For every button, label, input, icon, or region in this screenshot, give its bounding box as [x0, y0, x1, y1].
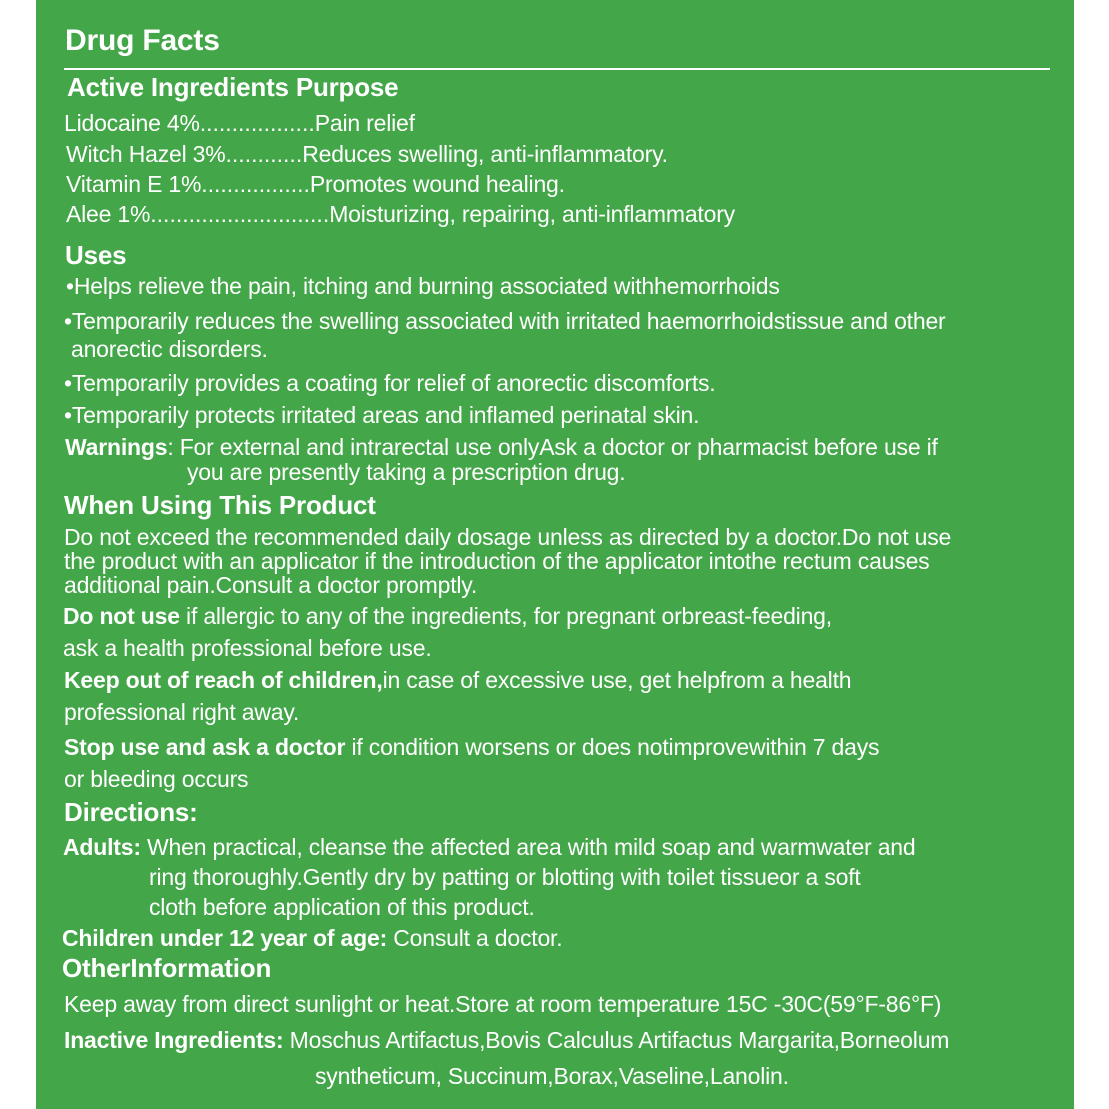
- ingredient-name: Alee 1%: [66, 201, 151, 227]
- do-not-use-line: [63, 603, 832, 630]
- ingredient-purpose: Promotes wound healing.: [309, 171, 565, 197]
- inactive-ingredients-label: Inactive Ingredients:: [64, 1027, 284, 1053]
- ingredient-purpose: Reduces swelling, anti-inflammatory.: [302, 141, 668, 167]
- do-not-use-text: if allergic to any of the ingredients, for pregnant orbreast-feeding,: [179, 603, 832, 629]
- warnings-text: : For external and intrarectal use onlyAsk a doctor or pharmacist before use if: [167, 434, 938, 460]
- title-divider: [64, 68, 1050, 70]
- other-information-text: Keep away from direct sunlight or heat.Store at room temperature 15C -30C(59°F-86°F): [64, 991, 942, 1017]
- leader-dots: ............................: [150, 201, 330, 227]
- ingredient-name: Witch Hazel 3%: [66, 141, 226, 167]
- adults-text: When practical, cleanse the affected area with mild soap and warmwater and: [140, 834, 916, 860]
- children-text: Consult a doctor.: [387, 925, 563, 951]
- stop-use-text: or bleeding occurs: [64, 766, 249, 792]
- drug-facts-panel: [36, 0, 1074, 1109]
- stop-use-text: if condition worsens or does notimprovewithin 7 days: [345, 734, 880, 760]
- adults-line: [63, 834, 915, 861]
- active-ingredients-header: Active Ingredients Purpose: [67, 72, 399, 102]
- ingredient-purpose: Moisturizing, repairing, anti-inflammatory: [329, 201, 735, 227]
- stop-use-line: [64, 734, 879, 761]
- keep-out-text: in case of excessive use, get helpfrom a health: [382, 667, 852, 693]
- uses-header: Uses: [65, 240, 127, 270]
- stop-use-label: Stop use and ask a doctor: [64, 734, 346, 760]
- warnings-line: [65, 434, 938, 461]
- inactive-ingredients-line: [64, 1027, 949, 1054]
- when-using-header: When Using This Product: [64, 490, 376, 520]
- children-label: Children under 12 year of age:: [62, 925, 388, 951]
- uses-item: •Temporarily provides a coating for relief of anorectic discomforts.: [64, 370, 716, 396]
- adults-text: cloth before application of this product.: [149, 894, 535, 920]
- when-using-line: additional pain.Consult a doctor promptly.: [64, 572, 478, 598]
- uses-item: •Helps relieve the pain, itching and burning associated withhemorrhoids: [66, 273, 780, 299]
- inactive-ingredients-text: Moschus Artifactus,Bovis Calculus Artifactus Margarita,Borneolum: [283, 1027, 950, 1053]
- uses-item: •Temporarily reduces the swelling associated with irritated haemorrhoidstissue and other: [64, 308, 946, 334]
- when-using-line: the product with an applicator if the introduction of the applicator intothe rectum causes: [64, 548, 930, 574]
- adults-text: ring thoroughly.Gently dry by patting or blotting with toilet tissueor a soft: [149, 864, 861, 890]
- ingredient-row: [66, 171, 565, 198]
- when-using-line: Do not exceed the recommended daily dosage unless as directed by a doctor.Do not use: [64, 524, 952, 550]
- leader-dots: .................: [201, 171, 310, 197]
- warnings-text: you are presently taking a prescription drug.: [187, 459, 626, 485]
- ingredient-row: [66, 141, 668, 168]
- ingredient-name: Vitamin E 1%: [66, 171, 202, 197]
- do-not-use-label: Do not use: [63, 603, 180, 629]
- drug-facts-title: Drug Facts: [65, 24, 220, 57]
- adults-label: Adults:: [63, 834, 141, 860]
- keep-out-text: professional right away.: [64, 699, 300, 725]
- ingredient-name: Lidocaine 4%: [64, 110, 200, 136]
- children-line: [62, 925, 562, 952]
- warnings-label: Warnings: [65, 434, 168, 460]
- ingredient-purpose: Pain relief: [314, 110, 415, 136]
- ingredient-row: [66, 201, 735, 228]
- ingredient-row: [64, 110, 415, 137]
- directions-header: Directions:: [64, 797, 198, 827]
- do-not-use-text: ask a health professional before use.: [63, 635, 432, 661]
- keep-out-label: Keep out of reach of children,: [64, 667, 383, 693]
- keep-out-line: [64, 667, 851, 694]
- inactive-ingredients-text: syntheticum, Succinum,Borax,Vaseline,Lanolin.: [315, 1063, 789, 1089]
- leader-dots: ..................: [199, 110, 315, 136]
- uses-item: •Temporarily protects irritated areas and inflamed perinatal skin.: [64, 402, 700, 428]
- other-information-header: OtherInformation: [62, 953, 272, 983]
- uses-item: anorectic disorders.: [71, 336, 268, 362]
- leader-dots: ............: [225, 141, 303, 167]
